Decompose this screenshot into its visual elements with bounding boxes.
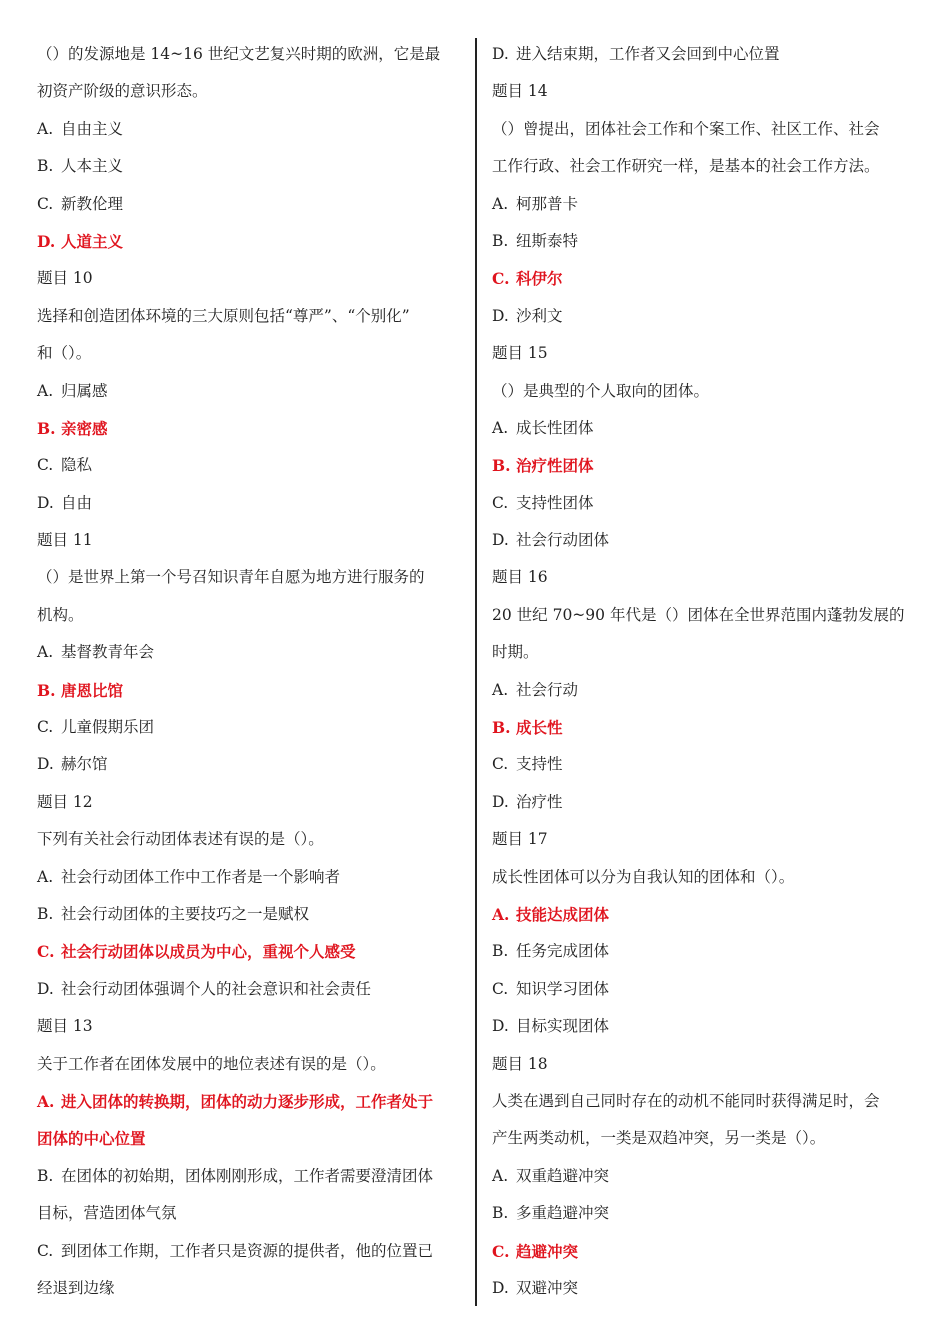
option-text: 成长性 <box>516 718 563 738</box>
option-text: 知识学习团体 <box>516 979 610 998</box>
option-letter: A. <box>492 418 509 437</box>
option-letter: C. <box>492 493 509 512</box>
question-text: 下列有关社会行动团体表述有误的是（）。 <box>37 830 324 849</box>
option-text: 支持性团体 <box>516 493 594 512</box>
question-text: 时期。 <box>492 643 539 662</box>
question-number: 题目 10 <box>37 269 93 288</box>
option-letter: C. <box>492 979 509 998</box>
option-text: 在团体的初始期，团体刚刚形成，工作者需要澄清团体 <box>61 1166 434 1185</box>
option-text: 目标实现团体 <box>516 1017 610 1036</box>
option-text: 唐恩比馆 <box>61 680 124 700</box>
question-text: 工作行政、社会工作研究一样，是基本的社会工作方法。 <box>492 157 880 176</box>
answer-option <box>37 709 462 746</box>
correct-answer-option <box>37 933 462 970</box>
option-letter: C. <box>37 718 54 737</box>
option-letter: B. <box>492 718 511 738</box>
option-letter: A. <box>37 867 54 886</box>
option-letter: A. <box>37 643 54 662</box>
left-column <box>37 36 462 1307</box>
option-text: 儿童假期乐团 <box>61 718 155 737</box>
answer-option <box>492 1195 917 1232</box>
answer-option <box>37 971 462 1008</box>
question-text: 成长性团体可以分为自我认知的团体和（）。 <box>492 867 795 886</box>
column-divider <box>475 38 477 1306</box>
question-text: （）曾提出，团体社会工作和个案工作、社区工作、社会 <box>492 119 880 138</box>
option-text: 社会行动团体强调个人的社会意识和社会责任 <box>61 979 372 998</box>
option-letter: C. <box>37 942 55 962</box>
option-text: 双重趋避冲突 <box>516 1166 610 1185</box>
option-text: 社会行动团体以成员为中心，重视个人感受 <box>61 942 356 962</box>
option-letter: B. <box>492 1204 509 1223</box>
question-text: 人类在遇到自己同时存在的动机不能同时获得满足时，会 <box>492 1091 880 1110</box>
correct-answer-option <box>492 260 917 297</box>
question-text: 选择和创造团体环境的三大原则包括“尊严”、“个别化” <box>37 306 410 325</box>
question-number: 题目 16 <box>492 568 548 587</box>
option-letter: A. <box>492 194 509 213</box>
option-text: 治疗性 <box>516 792 563 811</box>
correct-answer-option <box>37 672 462 709</box>
question-number: 题目 14 <box>492 82 548 101</box>
option-text: 进入结束期，工作者又会回到中心位置 <box>516 45 780 63</box>
answer-option <box>37 148 462 185</box>
option-letter: C. <box>492 269 510 289</box>
option-letter: D. <box>492 531 509 550</box>
option-text: 多重趋避冲突 <box>516 1204 610 1223</box>
answer-option <box>492 1270 917 1307</box>
answer-option <box>37 634 462 671</box>
question-text: （）的发源地是 14~16 世纪文艺复兴时期的欧洲，它是最 <box>37 45 441 63</box>
option-letter: A. <box>492 1166 509 1185</box>
option-letter: B. <box>492 942 509 961</box>
option-letter: D. <box>37 979 54 998</box>
answer-option-continuation: 目标，营造团体气氛 <box>37 1204 177 1223</box>
correct-answer-option <box>492 709 917 746</box>
question-text: 初资产阶级的意识形态。 <box>37 82 208 101</box>
answer-option <box>37 111 462 148</box>
answer-option <box>492 223 917 260</box>
option-letter: B. <box>37 680 56 700</box>
question-number: 题目 17 <box>492 830 548 849</box>
correct-answer-option <box>492 896 917 933</box>
option-letter: A. <box>492 904 510 924</box>
option-letter: C. <box>37 1241 54 1260</box>
correct-answer-option <box>37 223 462 260</box>
option-text: 柯那普卡 <box>516 194 579 213</box>
option-letter: A. <box>492 680 509 699</box>
option-text: 治疗性团体 <box>516 456 594 476</box>
option-text: 趋避冲突 <box>516 1241 579 1261</box>
option-text: 社会行动 <box>516 680 579 699</box>
option-text: 人本主义 <box>61 157 124 176</box>
correct-answer-option <box>492 1233 917 1270</box>
question-number: 题目 18 <box>492 1054 548 1073</box>
question-number: 题目 11 <box>37 531 93 550</box>
option-text: 进入团体的转换期，团体的动力逐步形成，工作者处于 <box>61 1091 434 1111</box>
question-text: （）是世界上第一个号召知识青年自愿为地方进行服务的 <box>37 568 425 587</box>
answer-option <box>37 1158 462 1195</box>
option-letter: D. <box>492 1278 509 1297</box>
answer-option-continuation: 经退到边缘 <box>37 1278 115 1297</box>
answer-option <box>37 373 462 410</box>
option-letter: A. <box>37 381 54 400</box>
option-text: 沙利文 <box>516 306 563 325</box>
option-letter: B. <box>492 456 511 476</box>
question-text: 产生两类动机，一类是双趋冲突，另一类是（）。 <box>492 1129 826 1148</box>
answer-option <box>37 896 462 933</box>
answer-option <box>37 859 462 896</box>
option-text: 支持性 <box>516 755 563 774</box>
option-text: 社会行动团体的主要技巧之一是赋权 <box>61 904 310 923</box>
answer-option <box>37 447 462 484</box>
question-text: 关于工作者在团体发展中的地位表述有误的是（）。 <box>37 1054 386 1073</box>
answer-option <box>492 746 917 783</box>
answer-option <box>492 410 917 447</box>
option-text: 到团体工作期，工作者只是资源的提供者，他的位置已 <box>61 1241 434 1260</box>
answer-option <box>492 36 917 73</box>
option-text: 任务完成团体 <box>516 942 610 961</box>
answer-option <box>492 933 917 970</box>
question-number: 题目 12 <box>37 792 93 811</box>
option-letter: B. <box>37 418 56 438</box>
option-letter: C. <box>492 1241 510 1261</box>
option-letter: B. <box>37 157 54 176</box>
option-letter: B. <box>37 1166 54 1185</box>
option-letter: D. <box>492 1017 509 1036</box>
correct-answer-option <box>37 1083 462 1120</box>
option-text: 自由主义 <box>61 119 124 138</box>
answer-option <box>492 485 917 522</box>
answer-option <box>492 1158 917 1195</box>
option-letter: C. <box>492 755 509 774</box>
option-text: 基督教青年会 <box>61 643 155 662</box>
option-text: 赫尔馆 <box>61 755 108 774</box>
option-letter: C. <box>37 456 54 475</box>
option-text: 隐私 <box>61 456 93 475</box>
question-text: 20 世纪 70~90 年代是（）团体在全世界范围内蓬勃发展的 <box>492 605 905 624</box>
option-letter: D. <box>492 306 509 325</box>
option-text: 科伊尔 <box>516 269 563 289</box>
option-text: 新教伦理 <box>61 194 124 213</box>
question-number: 题目 15 <box>492 344 548 363</box>
question-number: 题目 13 <box>37 1017 93 1036</box>
option-letter: A. <box>37 119 54 138</box>
option-letter: B. <box>37 904 54 923</box>
answer-option <box>492 1008 917 1045</box>
question-text: 机构。 <box>37 605 84 624</box>
option-letter: C. <box>37 194 54 213</box>
option-text: 双避冲突 <box>516 1278 579 1297</box>
right-column <box>492 36 917 1307</box>
option-text: 社会行动团体工作中工作者是一个影响者 <box>61 867 341 886</box>
option-text: 社会行动团体 <box>516 531 610 550</box>
option-text: 人道主义 <box>61 231 124 251</box>
option-text: 自由 <box>61 493 93 512</box>
option-text: 纽斯泰特 <box>516 231 579 250</box>
answer-option <box>37 746 462 783</box>
answer-option <box>492 298 917 335</box>
answer-option <box>492 971 917 1008</box>
option-letter: D. <box>492 45 509 63</box>
option-letter: A. <box>37 1091 55 1111</box>
answer-option <box>37 1233 462 1270</box>
option-letter: D. <box>37 493 54 512</box>
correct-answer-continuation: 团体的中心位置 <box>37 1129 146 1149</box>
answer-option <box>492 522 917 559</box>
option-letter: D. <box>37 231 56 251</box>
answer-option <box>492 672 917 709</box>
option-text: 成长性团体 <box>516 418 594 437</box>
option-text: 归属感 <box>61 381 108 400</box>
answer-option <box>37 186 462 223</box>
correct-answer-option <box>492 447 917 484</box>
option-text: 亲密感 <box>61 418 108 438</box>
option-letter: B. <box>492 231 509 250</box>
option-letter: D. <box>37 755 54 774</box>
question-text: （）是典型的个人取向的团体。 <box>492 381 710 400</box>
answer-option <box>492 784 917 821</box>
correct-answer-option <box>37 410 462 447</box>
answer-option <box>37 485 462 522</box>
option-letter: D. <box>492 792 509 811</box>
answer-option <box>492 186 917 223</box>
question-text: 和（）。 <box>37 344 92 363</box>
option-text: 技能达成团体 <box>516 904 610 924</box>
